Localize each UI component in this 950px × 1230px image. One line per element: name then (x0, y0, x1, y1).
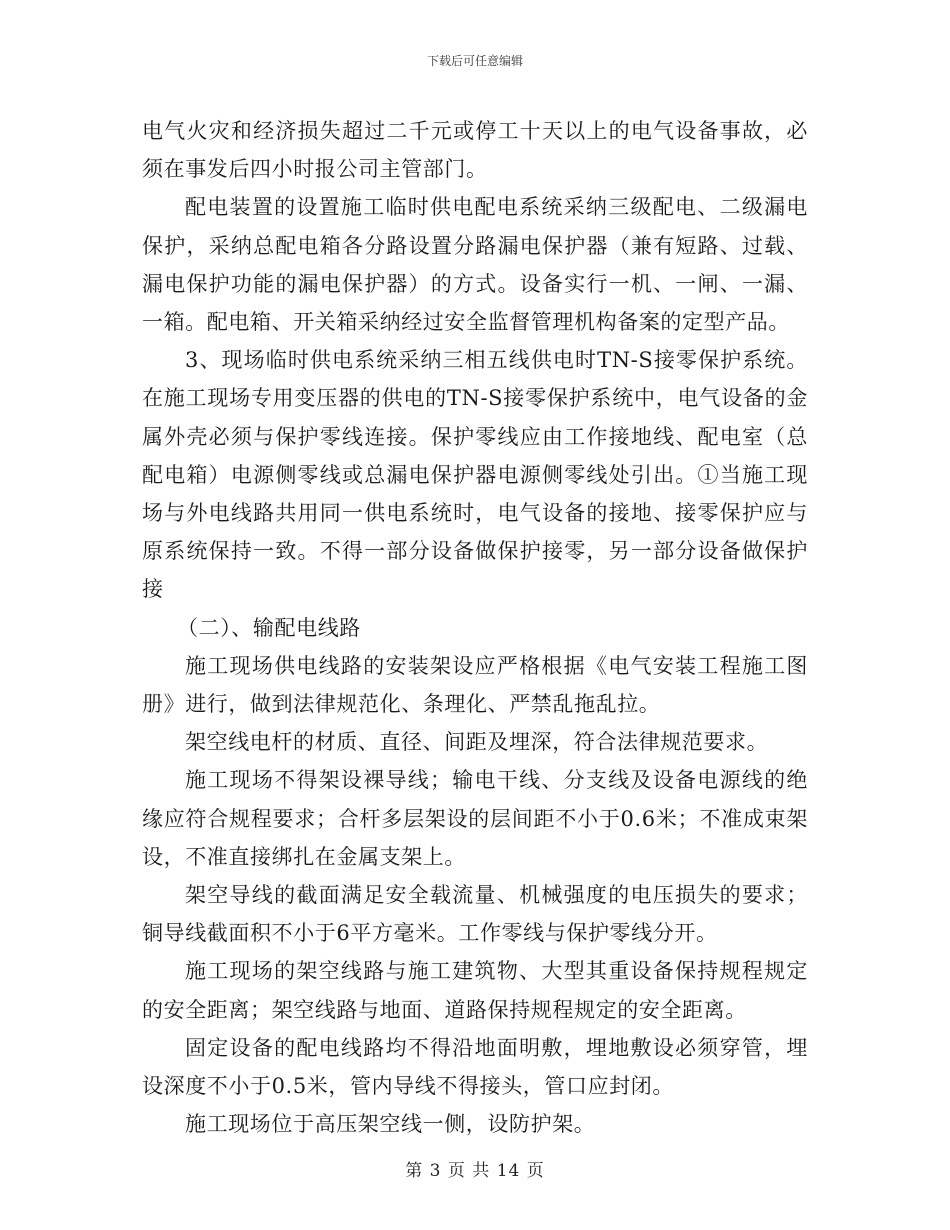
paragraph-6: 架空线电杆的材质、直径、间距及埋深，符合法律规范要求。 (185, 730, 769, 755)
paragraph-7: 施工现场不得架设裸导线；输电干线、分支线及设备电源线的绝缘应符合规程要求；合杆多层架设的层间距不小于0.6米；不准成束架设，不准直接绑扎在金属支架上。 (142, 768, 808, 869)
paragraph-10: 固定设备的配电线路均不得沿地面明敷，埋地敷设必须穿管，埋设深度不小于0.5米，管内导线不得接头，管口应封闭。 (142, 1035, 808, 1099)
paragraph-9: 施工现场的架空线路与施工建筑物、大型其重设备保持规程规定的安全距离；架空线路与地面、道路保持规程规定的安全距离。 (142, 959, 808, 1022)
paragraph-5: 施工现场供电线路的安装架设应严格根据《电气安装工程施工图册》进行，做到法律规范化、条理化、严禁乱拖乱拉。 (142, 653, 808, 717)
paragraph-2: 配电装置的设置施工临时供电配电系统采纳三级配电、二级漏电保护，采纳总配电箱各分路设置分路漏电保护器（兼有短路、过载、漏电保护功能的漏电保护器）的方式。设备实行一机、一闸、一漏、一箱。配电箱、开关箱采纳经过安全监督管理机构备案的定型产品。 (142, 195, 808, 335)
section-heading: （二）、输配电线路 (177, 615, 361, 640)
paragraph-1: 电气火灾和经济损失超过二千元或停工十天以上的电气设备事故，必须在事发后四小时报公司主管部门。 (142, 119, 808, 182)
page-number: 第 3 页 共 14 页 (405, 1161, 545, 1181)
document-body (142, 112, 808, 1143)
page-header: 下载后可任意编辑 (426, 54, 523, 68)
paragraph-8: 架空导线的截面满足安全载流量、机械强度的电压损失的要求；铜导线截面积不小于6平方毫米。工作零线与保护零线分开。 (142, 883, 808, 946)
paragraph-3: 3、现场临时供电系统采纳三相五线供电时TN-S接零保护系统。在施工现场专用变压器的供电的TN-S接零保护系统中，电气设备的金属外壳必须与保护零线连接。保护零线应由工作接地线、配电室（总配电箱）电源侧零线或总漏电保护器电源侧零线处引出。①当施工现场与外电线路共用同一供电系统时，电气设备的接地、接零保护应与原系统保持一致。不得一部分设备做保护接零，另一部分设备做保护接 (142, 348, 808, 602)
paragraph-11: 施工现场位于高压架空线一侧，设防护架。 (185, 1112, 596, 1137)
